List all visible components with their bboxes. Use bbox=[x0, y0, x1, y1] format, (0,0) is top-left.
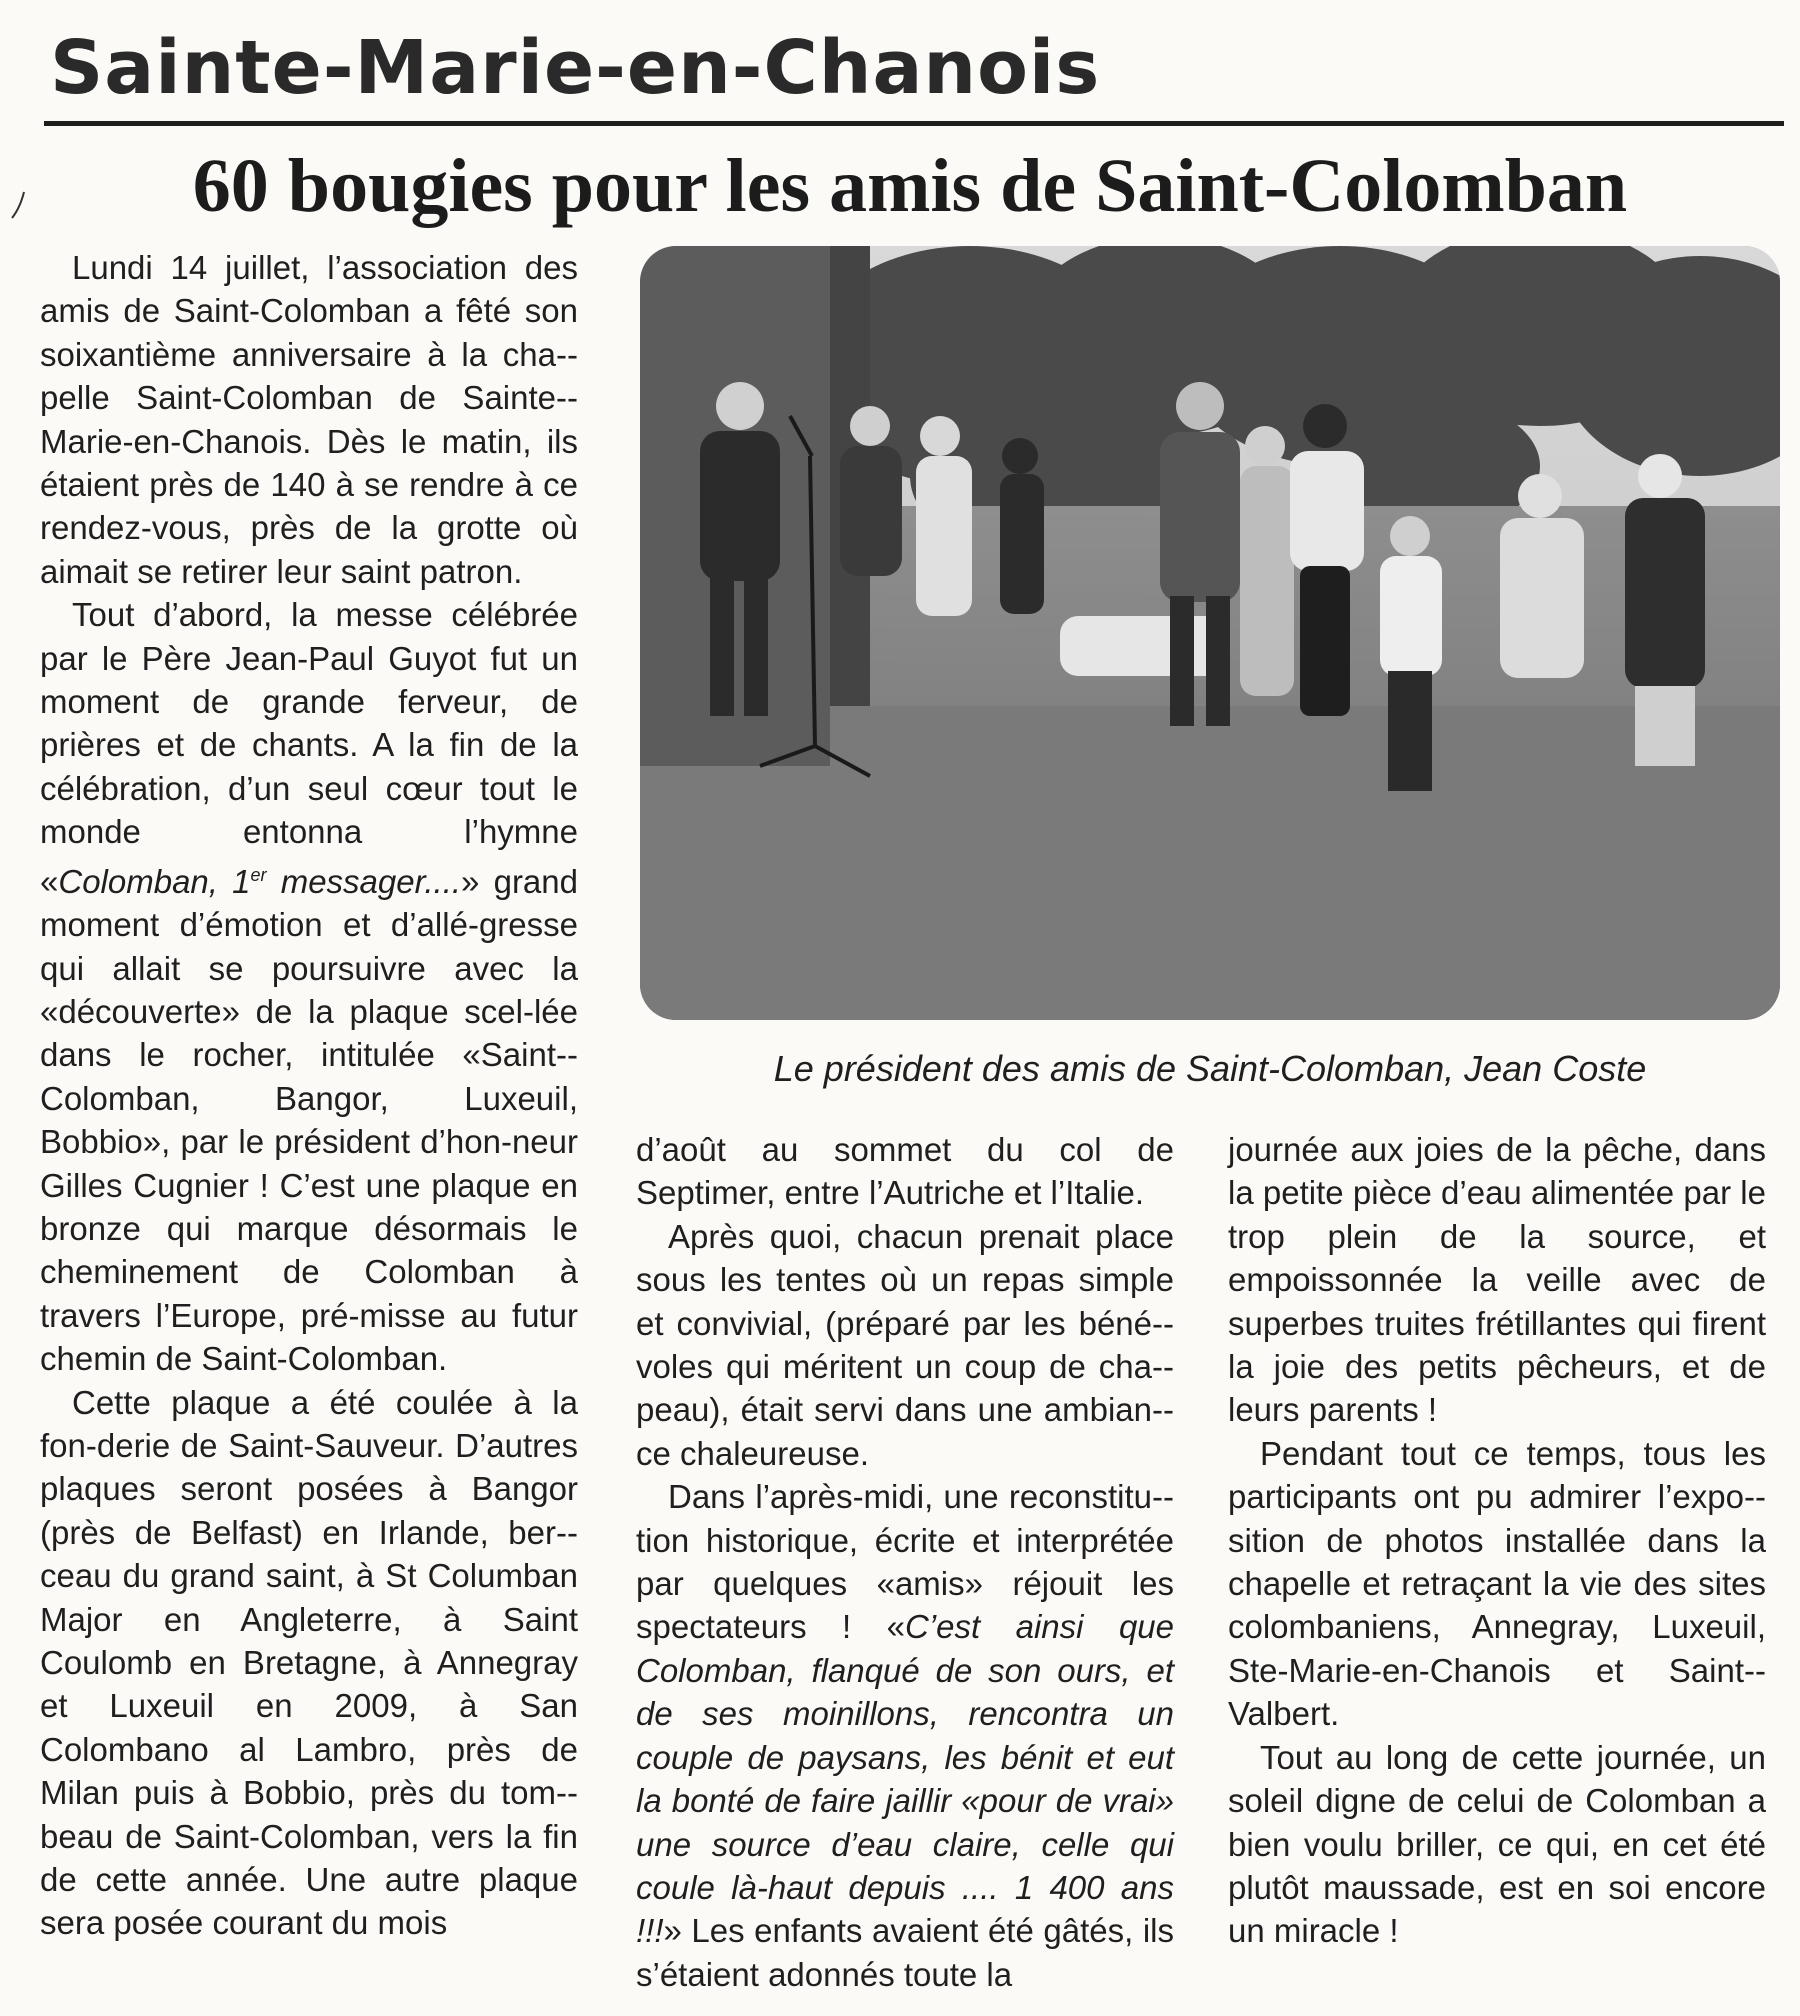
paragraph-text: » grand moment d’émotion et d’allé-gresse qui allait se poursuivre avec la «découverte» de la plaque scel-lée dans le rocher, intitulée «Saint-Colomban, Bangor, Luxeuil, Bobbio», par le président d’hon-neur Gilles Cugnier ! C’est une plaque en bronze qui marque désormais le cheminement de Colomban à travers l’Europe, pré-misse au futur chemin de Saint-Colomban. bbox=[40, 862, 578, 1378]
paragraph bbox=[40, 593, 578, 1380]
section-title: Sainte-Marie-en-Chanois bbox=[50, 25, 1101, 111]
photo-caption: Le président des amis de Saint-Colomban, Jean Coste bbox=[773, 1048, 1647, 1089]
paragraph: Cette plaque a été coulée à la fon-derie de Saint-Sauveur. D’autres plaques seront posées à Bangor (près de Belfast) en Irlande, ber-ceau du grand saint, à St Columban Major en Angleterre, à Saint Coulomb en Bretagne, à Annegray et Luxeuil en 2009, à San Colombano al Lambro, près de Milan puis à Bobbio, près du tom-beau de Saint-Colomban, vers la fin de cette année. Une autre plaque sera posée courant du mois bbox=[40, 1383, 578, 1942]
article-column-3 bbox=[1228, 1128, 1766, 1953]
paragraph-text: Dans l’après-midi, une reconstitu-tion historique, écrite et interprétée par quelques «amis» réjouit les spectateurs ! « bbox=[636, 1478, 1174, 1646]
paragraph: Après quoi, chacun prenait place sous les tentes où un repas simple et convivial, (préparé par les béné-voles qui méritent un coup de cha-peau), était servi dans une ambian-ce chaleureuse. bbox=[636, 1217, 1174, 1472]
paragraph: Tout au long de cette journée, un soleil digne de celui de Colomban a bien voulu briller, ce qui, en cet été plutôt maussade, est en soi encore un miracle ! bbox=[1228, 1738, 1766, 1950]
article-column-1 bbox=[40, 246, 578, 1945]
paragraph bbox=[636, 1475, 1174, 1996]
paragraph: d’août au sommet du col de Septimer, entre l’Autriche et l’Italie. bbox=[636, 1131, 1174, 1212]
superscript: er bbox=[250, 864, 267, 885]
photo-illustration bbox=[640, 246, 1780, 1020]
hymn-title-end: messager.... bbox=[266, 862, 462, 900]
hymn-title: Colomban, 1 bbox=[58, 862, 251, 900]
article-headline: 60 bougies pour les amis de Saint-Colomban bbox=[192, 144, 1628, 228]
paragraph-text: Tout d’abord, la messe célébrée par le Père Jean-Paul Guyot fut un moment de grande ferveur, de prières et de chants. A la fin de la célébration, d’un seul cœur tout le monde entonna l’hymne « bbox=[40, 596, 578, 900]
paragraph: Pendant tout ce temps, tous les participants ont pu admirer l’expo-sition de photos installée dans la chapelle et retraçant la vie des sites colombaniens, Annegray, Luxeuil, Ste-Marie-en-Chanois et Saint-Valbert. bbox=[1228, 1434, 1766, 1733]
article-column-2 bbox=[636, 1128, 1174, 1996]
quote-italic: C’est ainsi que Colomban, flanqué de son ours, et de ses moinillons, rencontra un couple de paysans, les bénit et eut la bonté de faire jaillir «pour de vrai» une source d’eau claire, celle qui coule là-haut depuis .... 1 400 ans !!! bbox=[636, 1608, 1174, 1950]
paragraph-text: » Les enfants avaient été gâtés, ils s’étaient adonnés toute la bbox=[636, 1912, 1174, 1993]
paragraph: Lundi 14 juillet, l’association des amis de Saint-Colomban a fêté son soixantième anniversaire à la cha-pelle Saint-Colomban de Sainte-Marie-en-Chanois. Dès le matin, ils étaient près de 140 à se rendre à ce rendez-vous, près de la grotte où aimait se retirer leur saint patron. bbox=[40, 249, 578, 590]
margin-mark bbox=[10, 190, 28, 220]
header-rule bbox=[44, 121, 1784, 126]
article-photo bbox=[640, 246, 1780, 1020]
paragraph: journée aux joies de la pêche, dans la petite pièce d’eau alimentée par le trop plein de la source, et empoissonnée la veille avec de superbes truites frétillantes qui firent la joie des petits pêcheurs, et de leurs parents ! bbox=[1228, 1131, 1766, 1429]
